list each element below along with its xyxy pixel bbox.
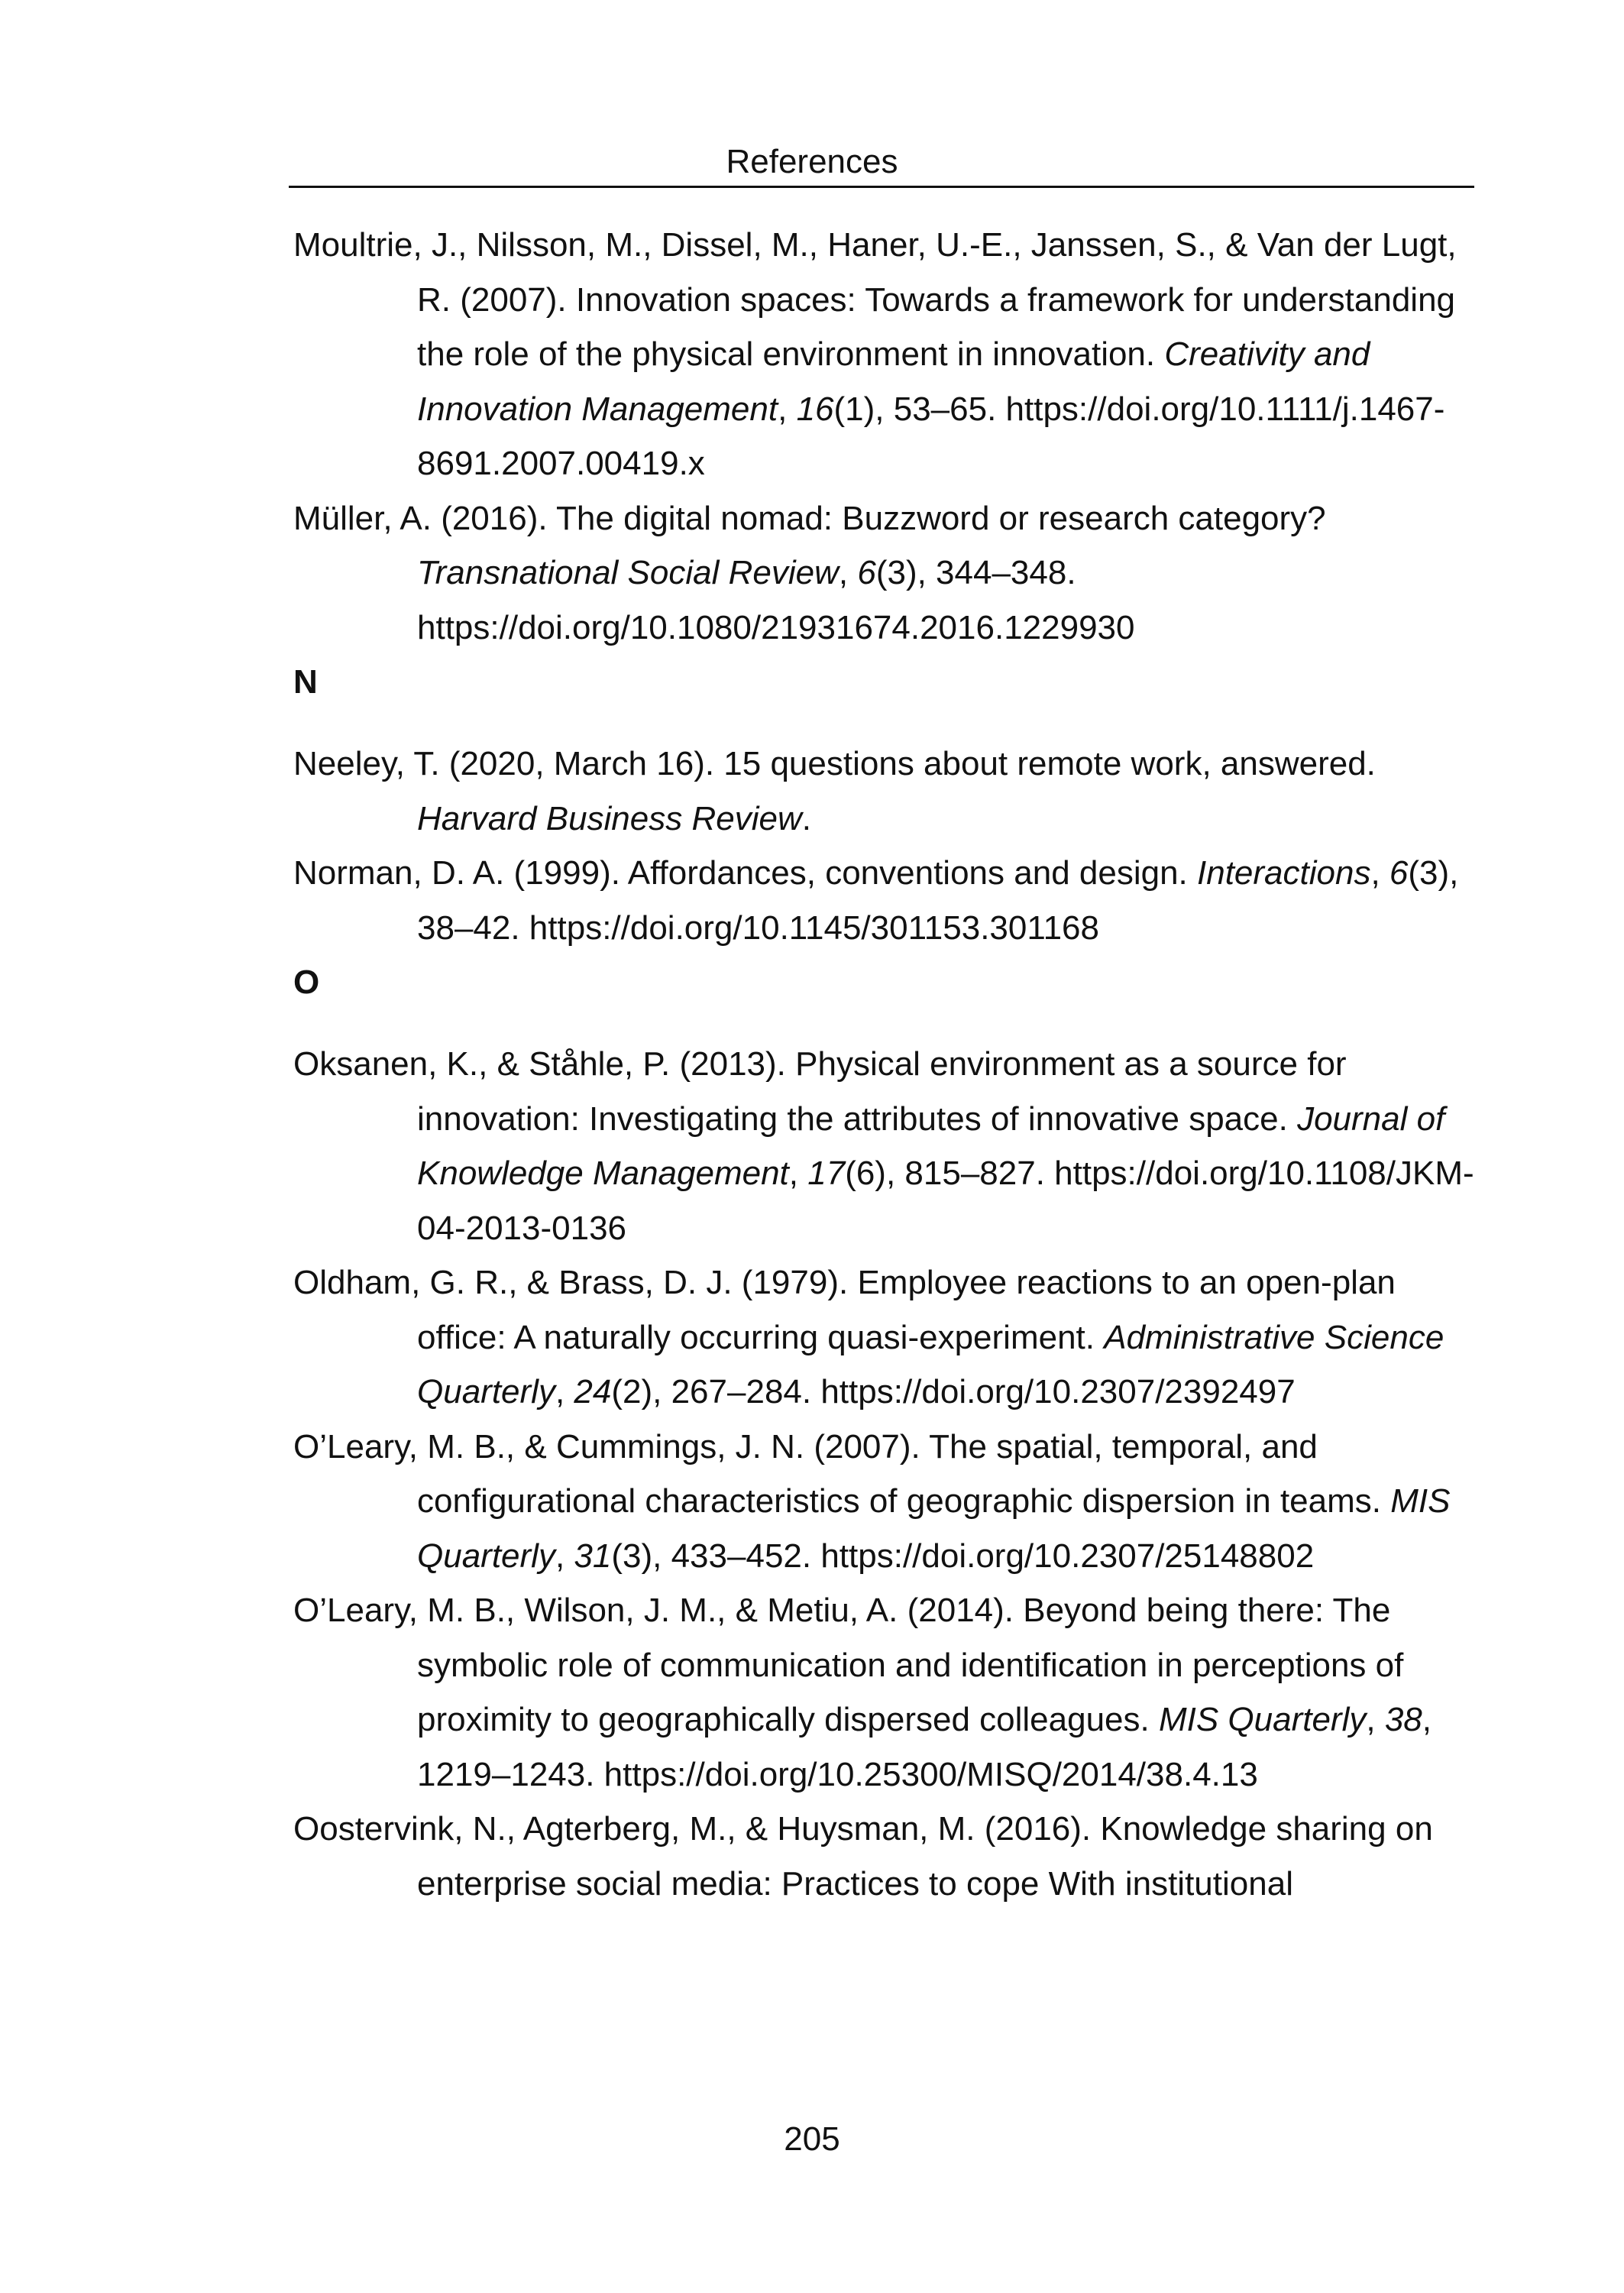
reference-entry: [293, 1037, 1485, 1255]
reference-mid: ,: [838, 554, 858, 591]
reference-vol: 31: [574, 1537, 612, 1575]
reference-entry: [293, 846, 1485, 955]
reference-vol: 17: [807, 1155, 846, 1192]
reference-mid: ,: [555, 1537, 574, 1575]
reference-mid: ,: [1366, 1701, 1385, 1738]
reference-vol: 38: [1384, 1701, 1422, 1738]
section-letter: O: [293, 964, 320, 1001]
reference-entry: [293, 491, 1485, 656]
reference-vol: 6: [1389, 854, 1409, 892]
reference-entry: [293, 218, 1485, 491]
reference-list: [293, 218, 1485, 1911]
reference-post: .: [801, 799, 811, 837]
reference-title: Interactions: [1197, 854, 1371, 892]
reference-post: (3), 433–452. https://doi.org/10.2307/25148802: [611, 1537, 1315, 1575]
running-header: References: [726, 143, 898, 180]
reference-pre: O’Leary, M. B., & Cummings, J. N. (2007). The spatial, temporal, and configurational characteristics of geographic dispersion in teams.: [293, 1427, 1391, 1520]
reference-post: (2), 267–284. https://doi.org/10.2307/2392497: [611, 1373, 1296, 1410]
reference-pre: Moultrie, J., Nilsson, M., Dissel, M., Haner, U.-E., Janssen, S., & Van der Lugt, R. (2007). Innovation spaces: Towards a framework for understanding the role of the physical environment in innovation.: [293, 226, 1457, 373]
reference-mid: ,: [555, 1373, 574, 1410]
reference-title: Transnational Social Review: [417, 554, 839, 591]
reference-post: (6), 815–827. https://doi.org/10.1108/JKM-04-2013-0136: [417, 1155, 1474, 1247]
reference-post: , 1219–1243. https://doi.org/10.25300/MISQ/2014/38.4.13: [417, 1701, 1432, 1793]
reference-mid: ,: [1370, 854, 1389, 892]
reference-entry: [293, 1420, 1485, 1584]
reference-post: (3), 38–42. https://doi.org/10.1145/301153.301168: [417, 854, 1459, 947]
reference-pre: O’Leary, M. B., Wilson, J. M., & Metiu, A. (2014). Beyond being there: The symbolic role of communication and identification in perceptions of proximity to geographically dispersed colleagues.: [293, 1592, 1404, 1738]
reference-pre: Oldham, G. R., & Brass, D. J. (1979). Employee reactions to an open-plan office: A naturally occurring quasi-experiment.: [293, 1264, 1396, 1356]
section-letter: N: [293, 663, 318, 701]
reference-vol: 24: [574, 1373, 612, 1410]
reference-entry: [293, 1583, 1485, 1802]
reference-post: (1), 53–65. https://doi.org/10.1111/j.1467-8691.2007.00419.x: [417, 390, 1445, 482]
page-number: 205: [784, 2120, 840, 2158]
reference-mid: ,: [778, 390, 797, 428]
reference-pre: Oostervink, N., Agterberg, M., & Huysman, M. (2016). Knowledge sharing on enterprise social media: Practices to cope With institutional: [293, 1810, 1433, 1903]
reference-title: Journal of Knowledge Management: [417, 1100, 1445, 1192]
reference-entry: [293, 1802, 1485, 1911]
reference-post: (3), 344–348. https://doi.org/10.1080/21931674.2016.1229930: [417, 554, 1135, 646]
reference-pre: Oksanen, K., & Ståhle, P. (2013). Physical environment as a source for innovation: Investigating the attributes of innovative space.: [293, 1045, 1347, 1138]
reference-pre: Norman, D. A. (1999). Affordances, conventions and design.: [293, 854, 1197, 892]
reference-pre: Neeley, T. (2020, March 16). 15 questions about remote work, answered.: [293, 745, 1376, 782]
reference-entry: [293, 1255, 1485, 1420]
reference-title: Harvard Business Review: [417, 799, 802, 837]
header-rule: [289, 186, 1474, 188]
reference-vol: 6: [857, 554, 876, 591]
reference-title: MIS Quarterly: [1158, 1701, 1367, 1738]
reference-vol: 16: [796, 390, 834, 428]
reference-title: MIS Quarterly: [417, 1482, 1451, 1575]
reference-title: Creativity and Innovation Management: [417, 335, 1370, 428]
reference-mid: ,: [788, 1155, 808, 1192]
reference-title: Administrative Science Quarterly: [417, 1318, 1444, 1410]
reference-entry: [293, 737, 1485, 846]
reference-pre: Müller, A. (2016). The digital nomad: Buzzword or research category?: [293, 499, 1326, 537]
